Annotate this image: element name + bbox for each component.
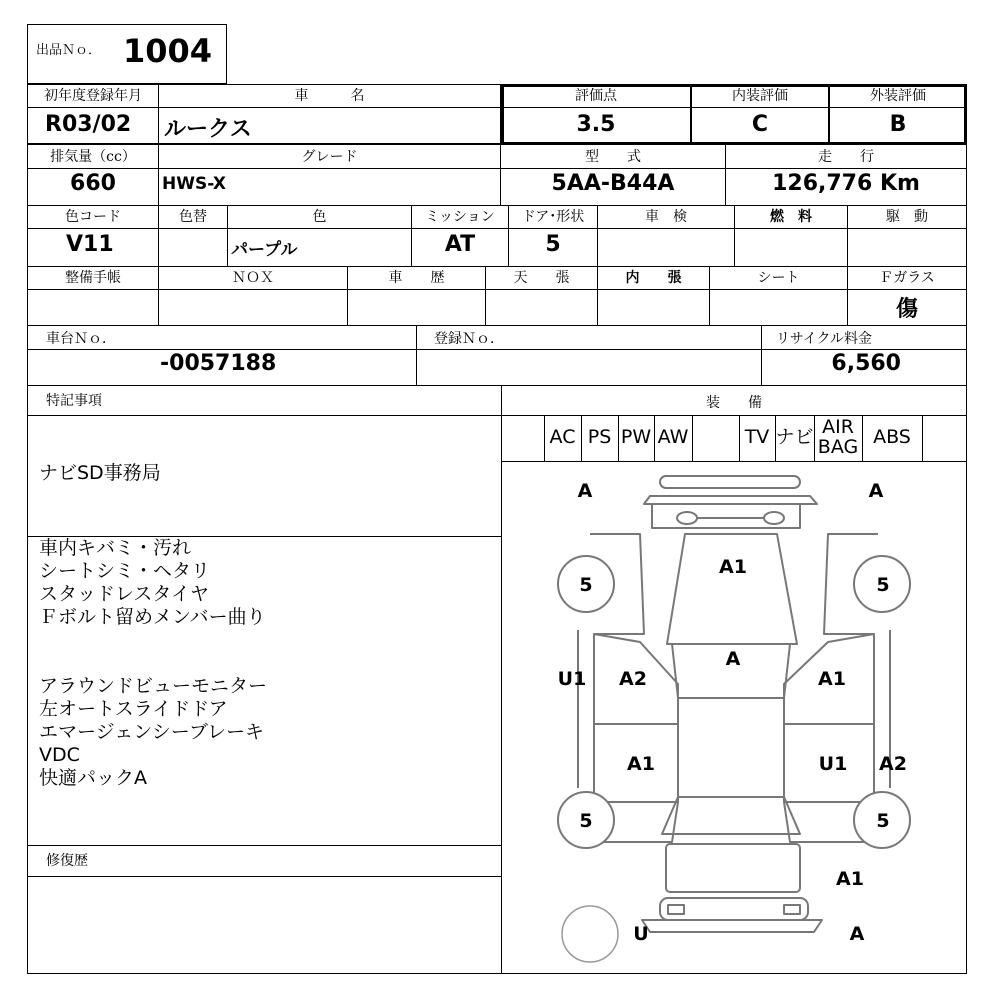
equipment-item: AC [549, 426, 576, 448]
notes-divider-4 [27, 876, 502, 877]
history-label: 車 歴 [388, 270, 445, 286]
reg-label: 初年度登録年月 [44, 88, 142, 104]
lot-label: 出品Ｎｏ． [36, 43, 102, 58]
exterior-label: 外装評価 [870, 88, 926, 104]
equipment-item: AIR BAG [817, 416, 859, 458]
mark-right-front-door: A1 [818, 668, 846, 690]
lot-number: 1004 [123, 32, 213, 70]
maint-label: 整備手帳 [65, 270, 121, 286]
fglass-label: Ｆガラス [879, 270, 935, 286]
mission-label: ミッション [425, 209, 495, 225]
mark-roof: A [725, 648, 741, 670]
mark-hood: A1 [719, 556, 747, 578]
mark-left-rear-door: A1 [627, 753, 655, 775]
row3-divider [27, 228, 967, 229]
score-value: 3.5 [576, 112, 616, 137]
mark-right-rear-fender: A2 [879, 753, 907, 775]
mileage-label: 走 行 [818, 149, 874, 165]
condition-text: 車内キバミ・汚れ シートシミ・ヘタリ スタッドレスタイヤ Ｆボルト留めメンバー曲り アラウンドビューモニター 左オートスライドドア エマージェンシーブレーキ VDC 快適パックA [39, 537, 268, 789]
chassis-label: 車台Ｎｏ． [46, 331, 116, 347]
mileage-value: 126,776 Km [772, 171, 920, 196]
name-value: ルークス [164, 117, 252, 142]
color-label: 色 [312, 209, 327, 225]
equipment-item: TV [744, 426, 770, 448]
mark-tire-rr: 5 [876, 810, 890, 832]
reg-value: R03/02 [45, 112, 132, 137]
mark-left-front-fender: U1 [557, 668, 587, 690]
drive-label: 駆 動 [886, 209, 928, 225]
colorcode-value: V11 [66, 232, 114, 257]
equipment-item: PS [587, 426, 612, 448]
colorcode-label: 色コード [65, 209, 121, 225]
mark-rear-bumper-right: A [849, 923, 865, 945]
fglass-value: 傷 [895, 296, 918, 322]
exterior-value: B [889, 112, 907, 137]
row4-divider [27, 289, 967, 290]
score-label: 評価点 [575, 88, 617, 104]
damage-marks [558, 480, 907, 945]
mark-rear-right: A1 [836, 868, 864, 890]
chassis-value: -0057188 [160, 351, 277, 376]
grade-value: HWS-X [162, 174, 226, 194]
roof-label: 天 張 [513, 270, 570, 286]
mark-tire-fr: 5 [876, 574, 890, 596]
recycle-value: 6,560 [831, 351, 901, 376]
row2-divider [27, 168, 967, 169]
equipment-item: ナビ [775, 426, 814, 448]
nox-label: ＮＯＸ [232, 270, 274, 286]
equipment-item: AW [657, 426, 689, 448]
car-outline [578, 476, 890, 932]
model-label: 型 式 [585, 149, 641, 165]
inspection-label: 車 検 [645, 209, 687, 225]
repair-label: 修復歴 [46, 853, 88, 869]
mark-rear-bumper-left: U [633, 923, 649, 945]
fuel-label: 燃 料 [770, 209, 812, 225]
notes-divider-3 [27, 845, 502, 846]
equipment-cell [501, 415, 545, 462]
spare-tire [562, 906, 618, 962]
grade-label: グレード [301, 149, 358, 165]
score-divider [501, 107, 967, 108]
seat-label: シート [757, 270, 800, 286]
equipment-label: 装 備 [706, 395, 762, 411]
equipment-cell [692, 415, 740, 462]
mark-fr-left-corner: A [577, 480, 593, 502]
interior-value: C [751, 112, 769, 137]
mission-value: AT [444, 232, 476, 257]
special-text: ナビSD事務局 [39, 462, 161, 484]
equipment-item: ABS [873, 426, 911, 448]
recycle-label: リサイクル料金 [776, 331, 873, 347]
mark-right-rear-door: U1 [818, 753, 848, 775]
door-label: ドア･形状 [521, 209, 585, 225]
door-value: 5 [545, 232, 561, 257]
mark-tire-fl: 5 [579, 574, 593, 596]
name-label: 車 名 [294, 88, 365, 104]
interior-label: 内装評価 [732, 88, 788, 104]
equipment-item: PW [620, 426, 652, 448]
disp-value: 660 [70, 171, 116, 196]
recolor-label: 色替 [179, 209, 207, 225]
mark-fr-right-corner: A [868, 480, 884, 502]
mark-left-front-door: A2 [619, 668, 647, 690]
car-diagram [502, 462, 966, 974]
notes-divider-1 [27, 415, 502, 416]
special-label: 特記事項 [46, 393, 102, 409]
row5-divider [27, 349, 967, 350]
model-value: 5AA-B44A [551, 171, 675, 196]
regno-label: 登録Ｎｏ． [434, 331, 504, 347]
inner-label: 内 張 [625, 270, 682, 286]
color-value: パープル [231, 240, 298, 260]
disp-label: 排気量（cc） [50, 149, 136, 165]
mark-tire-rl: 5 [579, 810, 593, 832]
